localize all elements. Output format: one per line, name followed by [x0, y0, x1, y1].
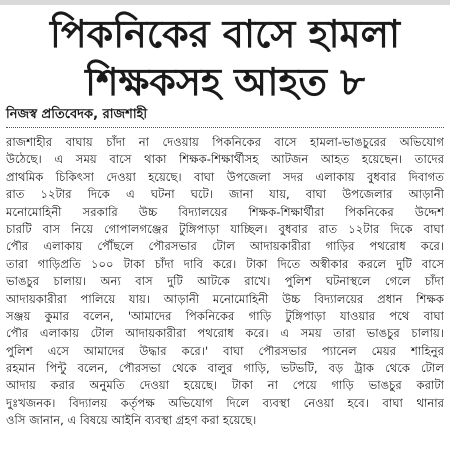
article-line: প্রাথমিক চিকিৎসা দেওয়া হয়েছে। বাঘা উপজেলা সদর এলাকায় বুধবার দিবাগত [6, 169, 444, 184]
headline-line-1: পিকনিকের বাসে হামলা [50, 12, 400, 56]
article-line: দুঃখজনক। বিদ্যালয় কর্তৃপক্ষ অভিযোগ দিলে ব্যবস্থা নেওয়া হবে। বাঘা থানার [6, 395, 444, 410]
article-line: পুলিশ এসে আমাদের উদ্ধার করে।' বাঘা পৌরসভার প্যানেল মেয়র শাহিনুর [6, 343, 444, 358]
article-line: রাত ১২টার দিকে এ ঘটনা ঘটে। জানা যায়, বাঘা উপজেলার আড়ানী [6, 187, 444, 202]
byline-divider [6, 127, 444, 129]
article-line: মনোমোহিনী সরকারি উচ্চ বিদ্যালয়ের শিক্ষক-শিক্ষার্থীরা পিকনিকের উদ্দেশ [6, 204, 444, 219]
article-line: তারা গাড়িপ্রতি ১০০ টাকা চাঁদা দাবি করে। টাকা দিতে অস্বীকার করলে দুটি বাসে [6, 256, 444, 271]
article-line: পৌর এলাকায় টোল আদায়কারীরা পথরোধ করে। এ সময় তারা ভাঙচুর চালায়। [6, 326, 444, 341]
article-line: রাজশাহীর বাঘায় চাঁদা না দেওয়ায় পিকনিকের বাসে হামলা-ভাঙচুরের অভিযোগ [6, 135, 444, 149]
article-line: আদায় করার অনুমতি দেওয়া হয়েছে। টাকা না পেয়ে গাড়ি ভাঙচুর করাটা [6, 378, 444, 393]
article-line: ভাঙচুর চালায়। অন্য বাস দুটি আটকে রাখে। পুলিশ ঘটনাস্থলে গেলে চাঁদা [6, 274, 444, 289]
article-line: উঠেছে। এ সময় বাসে থাকা শিক্ষক-শিক্ষার্থীসহ আটজন আহত হয়েছেন। তাদের [6, 152, 444, 167]
article-line: আদায়কারীরা পালিয়ে যায়। আড়ানী মনোমোহিনী উচ্চ বিদ্যালয়ের প্রধান শিক্ষক [6, 291, 444, 306]
byline: নিজস্ব প্রতিবেদক, রাজশাহী [6, 107, 148, 122]
headline [0, 10, 450, 106]
headline-line-2: শিক্ষকসহ আহত ৮ [85, 60, 365, 104]
article-body [6, 134, 444, 430]
top-rule [0, 0, 450, 5]
article-line: ওসি জানান, এ বিষয়ে আইনি ব্যবস্থা গ্রহণ করা হয়েছে। [6, 413, 257, 428]
article-line: পৌর এলাকায় পৌঁছলে পৌরসভার টোল আদায়কারীরা গাড়ির পথরোধ করে। [6, 239, 444, 254]
article-line: রহমান পিন্টু বলেন, পৌরসভা থেকে বালুর গাড়ি, ভটভটি, বড় ট্রাক থেকে টোল [6, 361, 444, 376]
article-line: সঞ্জয় কুমার বলেন, 'আমাদের পিকনিকের গাড়ি টুঙ্গিপাড়া যাওয়ার পথে বাঘা [6, 308, 444, 323]
article-line: চারটি বাস নিয়ে গোপালগঞ্জের টুঙ্গিপাড়া যাচ্ছিল। বুধবার রাত ১২টার দিকে বাঘা [6, 221, 444, 236]
